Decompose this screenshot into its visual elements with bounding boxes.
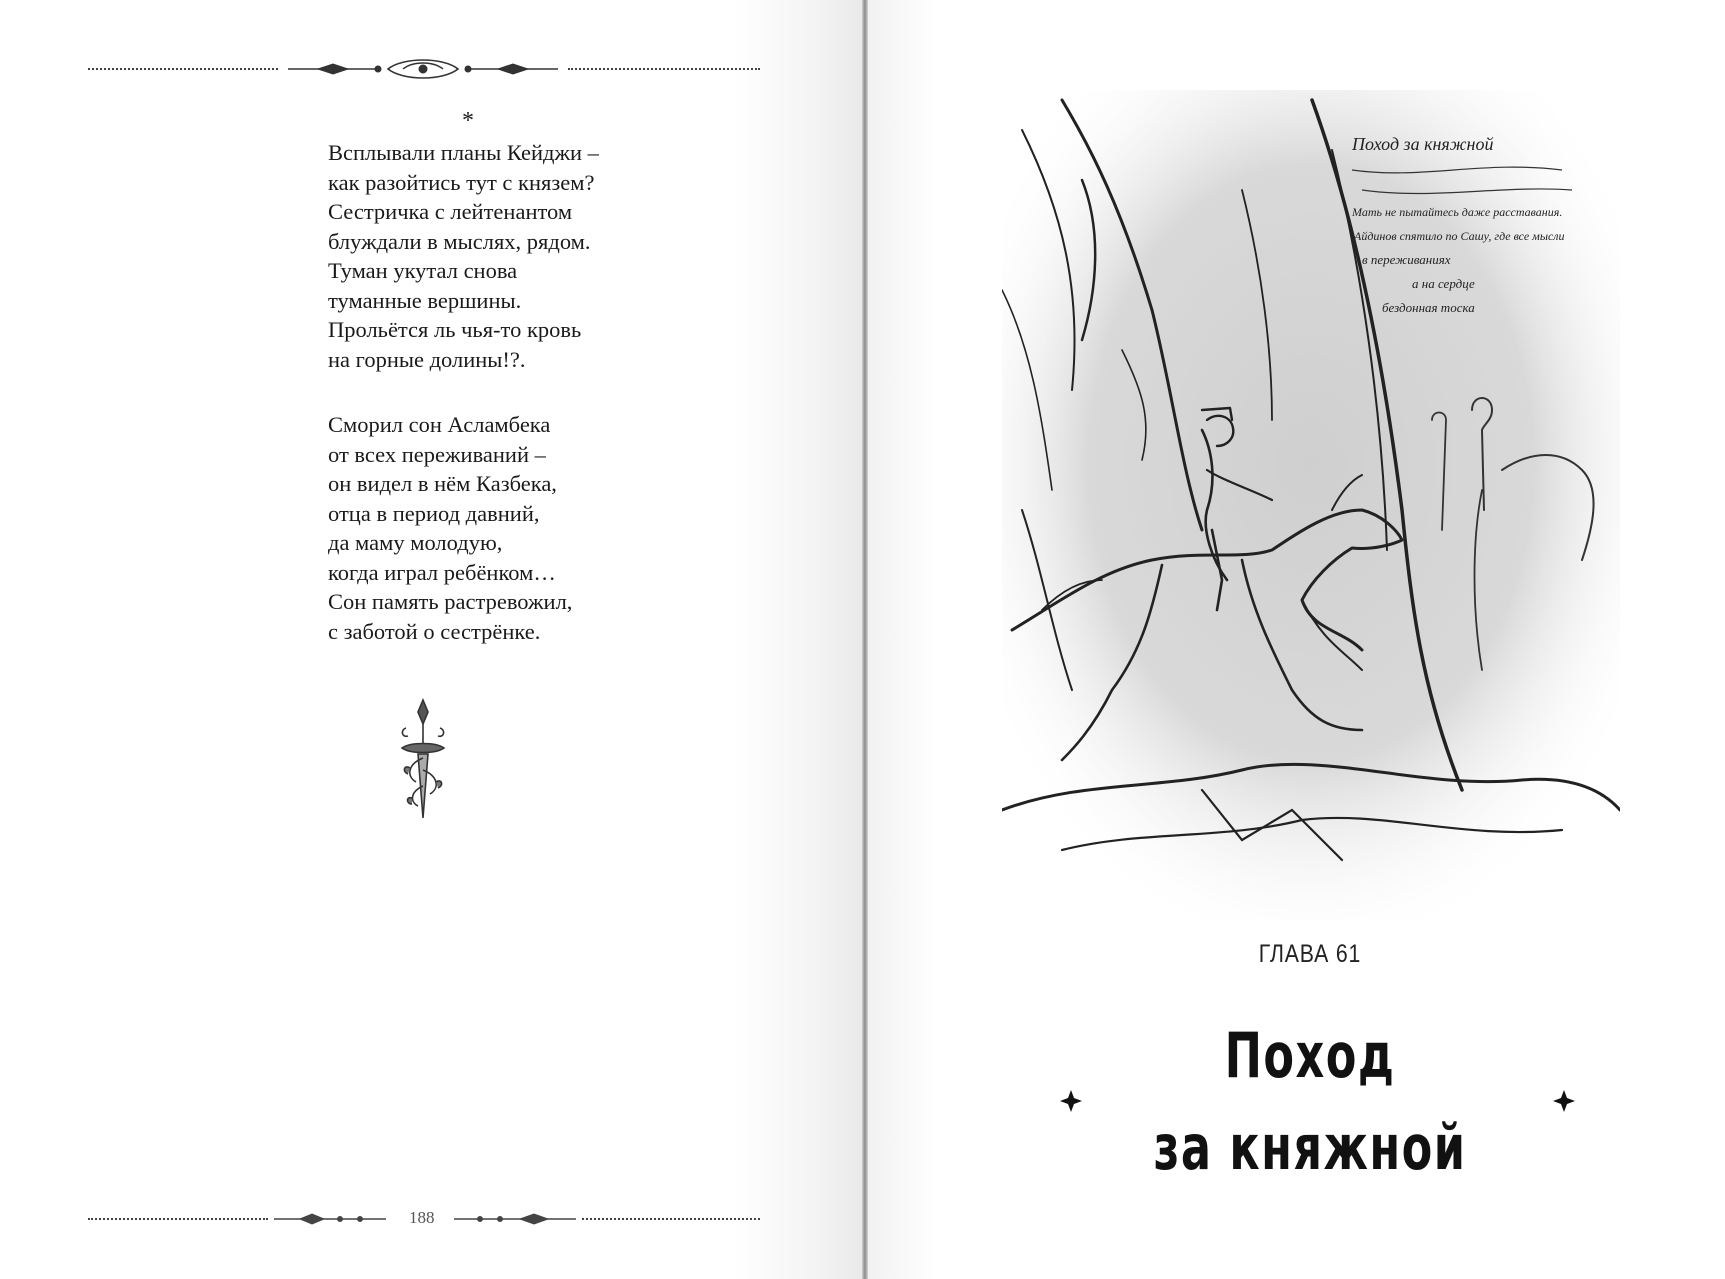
poem-line: с заботой о сестрёнке. bbox=[328, 618, 541, 644]
dagger-ornament-icon bbox=[388, 698, 458, 828]
diamond-star-icon bbox=[1553, 1090, 1575, 1112]
chapter-illustration bbox=[1002, 90, 1620, 920]
handwritten-note: Поход за княжной bbox=[1352, 134, 1494, 154]
poem-line: Сестричка с лейтенантом bbox=[328, 199, 573, 224]
poem-line: на горные долины!?. bbox=[328, 346, 526, 372]
chapter-label: ГЛАВА 61 bbox=[1258, 940, 1362, 968]
chapter-title-line: за княжной bbox=[1153, 1111, 1467, 1184]
poem-line: Туман укутал снова bbox=[328, 258, 518, 283]
stanza-1 bbox=[328, 138, 599, 374]
poem-line: да маму молодую, bbox=[328, 530, 503, 555]
page-number: 188 bbox=[409, 1208, 435, 1227]
poem-line: Всплывали планы Кейджи – bbox=[328, 140, 599, 165]
diamond-star-icon bbox=[1060, 1090, 1082, 1112]
bottom-ornament-rule bbox=[88, 1207, 760, 1231]
chapter-title bbox=[1130, 1010, 1490, 1194]
poem-line: туманные вершины. bbox=[328, 287, 522, 313]
poem-line: он видел в нём Казбека, bbox=[328, 471, 557, 496]
poem-line: когда играл ребёнком… bbox=[328, 559, 556, 585]
poem-line: от всех переживаний – bbox=[328, 441, 546, 467]
ornament-rule-left bbox=[270, 1207, 390, 1231]
handwritten-note: бездонная тоска bbox=[1382, 300, 1475, 315]
handwritten-note: Айдинов спятило по Сашу, где все мысли bbox=[1354, 229, 1565, 243]
poem-line: Прольётся ль чья-то кровь bbox=[328, 317, 582, 342]
chapter-title-line: Поход bbox=[1224, 1019, 1396, 1092]
poem-line: Сморил сон Асламбека bbox=[328, 412, 551, 437]
poem-line: Сон память растревожил, bbox=[328, 589, 573, 614]
handwritten-note: а на сердце bbox=[1412, 276, 1475, 291]
poem-line: как разойтись тут с князем? bbox=[328, 169, 595, 195]
stanza-2 bbox=[328, 410, 572, 646]
handwritten-note: Мать не пытайтесь даже расставания. bbox=[1352, 205, 1563, 219]
ornament-rule-right bbox=[450, 1207, 580, 1231]
poem-line: блуждали в мыслях, рядом. bbox=[328, 228, 591, 254]
top-ornament-rule bbox=[88, 57, 760, 81]
handwritten-note: в переживаниях bbox=[1362, 252, 1451, 267]
section-mark: * bbox=[462, 108, 474, 134]
left-page bbox=[0, 0, 862, 1279]
poem-line: отца в период давний, bbox=[328, 500, 540, 526]
ornament-rule bbox=[278, 57, 568, 81]
